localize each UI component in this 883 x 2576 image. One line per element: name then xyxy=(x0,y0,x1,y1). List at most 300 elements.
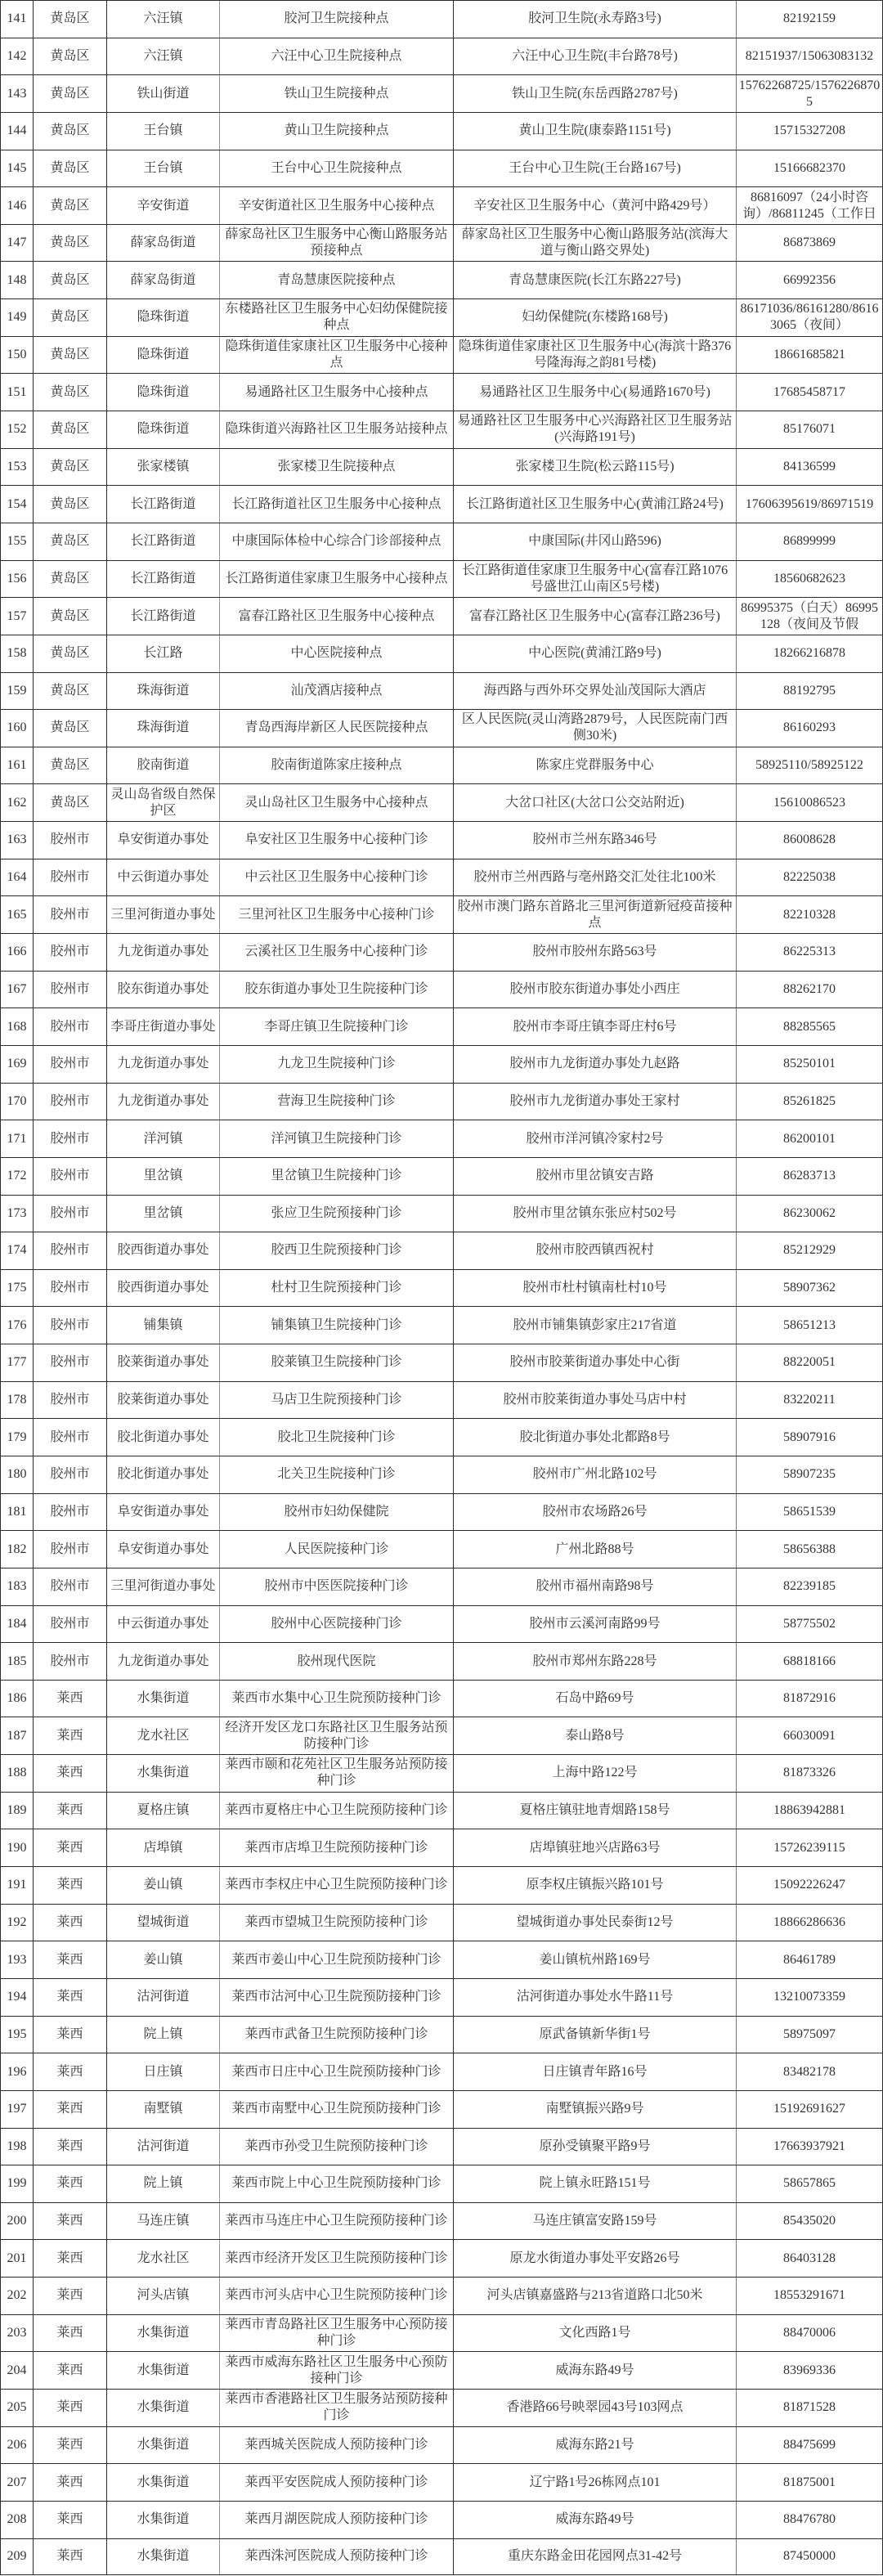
address-text: 店埠镇驻地兴店路63号 xyxy=(529,1840,661,1855)
address-cell xyxy=(454,486,737,523)
district-text: 黄岛区 xyxy=(50,795,90,810)
phone-text: 88262170 xyxy=(783,981,836,996)
town-text: 水集街道 xyxy=(137,1766,190,1780)
district-text: 黄岛区 xyxy=(50,86,90,101)
row-number-text: 192 xyxy=(7,1914,27,1929)
phone-cell xyxy=(737,1307,883,1344)
district-text: 胶州市 xyxy=(50,1355,90,1370)
vaccination-site-text: 胶州现代医院 xyxy=(297,1654,376,1668)
phone-cell xyxy=(737,1344,883,1381)
table-row xyxy=(0,709,883,747)
town-cell xyxy=(107,2017,220,2053)
vaccination-site-text: 莱西市姜山中心卫生院预防接种门诊 xyxy=(231,1952,441,1967)
phone-text: 85261825 xyxy=(783,1093,836,1108)
town-cell xyxy=(107,1905,220,1941)
address-cell xyxy=(454,598,737,635)
phone-text: 85212929 xyxy=(783,1243,836,1258)
phone-cell xyxy=(737,1905,883,1941)
row-number-text: 152 xyxy=(7,422,27,437)
phone-text: 83969336 xyxy=(783,2363,836,2377)
address-text: 辽宁路1号26栋网点101 xyxy=(529,2475,661,2489)
address-text: 威海东路49号 xyxy=(555,2363,634,2377)
district-cell xyxy=(34,1158,107,1195)
district-cell xyxy=(34,598,107,635)
town-text: 三里河街道办事处 xyxy=(110,1579,216,1594)
phone-cell xyxy=(737,673,883,710)
table-row xyxy=(0,1008,883,1045)
table-row xyxy=(0,1680,883,1717)
town-cell xyxy=(107,2390,220,2426)
table-row xyxy=(0,2501,883,2538)
phone-text: 18866286636 xyxy=(773,1914,845,1929)
address-text: 胶州市胶州东路563号 xyxy=(532,945,657,959)
row-number-cell xyxy=(0,2240,34,2277)
vaccination-site-cell xyxy=(220,411,454,448)
town-cell xyxy=(107,1829,220,1866)
vaccination-site-text: 中心医院接种点 xyxy=(290,646,383,661)
address-cell xyxy=(454,1941,737,1978)
row-number-cell xyxy=(0,2464,34,2501)
phone-text: 18560682623 xyxy=(773,571,845,586)
vaccination-site-cell xyxy=(220,1979,454,2016)
address-text: 铁山卫生院(东岳西路2787号) xyxy=(512,86,678,101)
phone-cell xyxy=(737,1979,883,2016)
table-row xyxy=(0,1120,883,1157)
district-text: 黄岛区 xyxy=(50,758,90,773)
row-number-text: 141 xyxy=(7,11,27,26)
town-cell xyxy=(107,1606,220,1643)
phone-cell xyxy=(737,2315,883,2352)
row-number-text: 171 xyxy=(7,1131,27,1146)
address-cell xyxy=(454,113,737,150)
address-cell xyxy=(454,673,737,710)
table-row xyxy=(0,2277,883,2314)
address-text: 胶州市铺集镇彭家庄217省道 xyxy=(513,1317,677,1332)
table-row xyxy=(0,895,883,933)
district-text: 黄岛区 xyxy=(50,496,90,511)
district-cell xyxy=(34,859,107,896)
town-cell xyxy=(107,2352,220,2389)
address-cell xyxy=(454,1046,737,1083)
row-number-text: 186 xyxy=(7,1691,27,1706)
phone-cell xyxy=(737,299,883,336)
address-cell xyxy=(454,2352,737,2389)
row-number-cell xyxy=(0,673,34,710)
row-number-cell xyxy=(0,2502,34,2538)
address-cell xyxy=(454,1008,737,1045)
district-cell xyxy=(34,1531,107,1568)
phone-cell xyxy=(737,2464,883,2501)
table-row xyxy=(0,1418,883,1456)
town-cell xyxy=(107,2129,220,2165)
address-cell xyxy=(454,2017,737,2053)
district-text: 胶州市 xyxy=(50,1281,90,1295)
town-text: 长江路 xyxy=(143,646,183,661)
district-text: 莱西 xyxy=(56,1878,83,1892)
address-text: 易通路社区卫生服务中心兴海路社区卫生服务站(兴海路191号) xyxy=(457,414,733,445)
vaccination-site-text: 莱西市店埠卫生院预防接种门诊 xyxy=(244,1840,428,1855)
address-cell xyxy=(454,150,737,187)
town-text: 沽河街道 xyxy=(137,1990,190,2004)
district-text: 黄岛区 xyxy=(50,236,90,250)
address-text: 张家楼卫生院(松云路115号) xyxy=(515,460,675,473)
phone-text: 81875001 xyxy=(783,2475,836,2489)
town-text: 铁山街道 xyxy=(137,86,190,101)
table-row xyxy=(0,298,883,336)
town-cell xyxy=(107,187,220,224)
town-text: 隐珠街道 xyxy=(137,310,190,325)
row-number-cell xyxy=(0,486,34,523)
district-cell xyxy=(34,972,107,1008)
table-row xyxy=(0,1568,883,1605)
address-cell xyxy=(454,1419,737,1456)
vaccination-site-cell xyxy=(220,38,454,75)
address-cell xyxy=(454,1344,737,1381)
phone-text: 17685458717 xyxy=(773,384,845,399)
phone-cell xyxy=(737,38,883,75)
town-text: 阜安街道办事处 xyxy=(117,1542,209,1556)
row-number-text: 202 xyxy=(7,2288,27,2303)
address-cell xyxy=(454,38,737,75)
address-text: 院上镇永旺路151号 xyxy=(539,2176,651,2191)
vaccination-site-cell xyxy=(220,1419,454,1456)
address-text: 重庆东路金田花园网点31-42号 xyxy=(507,2549,683,2564)
phone-text: 87450000 xyxy=(783,2549,836,2564)
table-row xyxy=(0,2314,883,2352)
vaccination-site-cell xyxy=(220,187,454,224)
phone-text: 58925110/58925122 xyxy=(755,758,863,773)
address-text: 沽河街道办事处水牛路11号 xyxy=(516,1990,674,2004)
vaccination-site-cell xyxy=(220,449,454,486)
phone-text: 13210073359 xyxy=(773,1990,845,2004)
district-cell xyxy=(34,2053,107,2090)
row-number-cell xyxy=(0,1084,34,1120)
table-row xyxy=(0,224,883,262)
town-cell xyxy=(107,710,220,747)
table-row xyxy=(0,672,883,710)
town-text: 里岔镇 xyxy=(143,1169,183,1183)
district-text: 莱西 xyxy=(56,2512,83,2527)
phone-cell xyxy=(737,262,883,298)
district-cell xyxy=(34,784,107,821)
table-row xyxy=(0,971,883,1008)
address-cell xyxy=(454,2053,737,2090)
row-number-cell xyxy=(0,1158,34,1195)
table-row xyxy=(0,1493,883,1531)
district-cell xyxy=(34,1494,107,1531)
phone-cell xyxy=(737,2427,883,2464)
district-cell xyxy=(34,2315,107,2352)
town-text: 胶莱街道办事处 xyxy=(117,1355,209,1370)
row-number-cell xyxy=(0,972,34,1008)
vaccination-site-cell xyxy=(220,2278,454,2314)
table-row xyxy=(0,1978,883,2016)
district-cell xyxy=(34,1,107,38)
address-text: 胶州市郑州东路228号 xyxy=(532,1654,657,1668)
row-number-text: 154 xyxy=(7,496,27,511)
phone-cell xyxy=(737,2390,883,2426)
address-text: 中心医院(黄浦江路9号) xyxy=(528,646,661,661)
town-text: 胶西街道办事处 xyxy=(117,1281,209,1295)
phone-cell xyxy=(737,896,883,933)
vaccination-site-text: 三里河社区卫生服务中心接种门诊 xyxy=(238,907,435,922)
row-number-cell xyxy=(0,2091,34,2128)
phone-cell xyxy=(737,1643,883,1680)
town-cell xyxy=(107,1681,220,1717)
table-row xyxy=(0,1866,883,1904)
vaccination-site-text: 汕茂酒店接种点 xyxy=(290,683,383,698)
phone-cell xyxy=(737,822,883,859)
district-text: 莱西 xyxy=(56,2475,83,2489)
district-text: 胶州市 xyxy=(50,981,90,996)
row-number-text: 165 xyxy=(7,907,27,922)
vaccination-site-cell xyxy=(220,1196,454,1232)
row-number-cell xyxy=(0,1755,34,1792)
row-number-cell xyxy=(0,1232,34,1269)
address-cell xyxy=(454,411,737,448)
district-text: 莱西 xyxy=(56,2026,83,2041)
row-number-text: 187 xyxy=(7,1728,27,1743)
vaccination-site-text: 莱西月湖医院成人预防接种门诊 xyxy=(244,2512,428,2527)
vaccination-site-cell xyxy=(220,1829,454,1866)
district-text: 胶州市 xyxy=(50,1654,90,1668)
row-number-cell xyxy=(0,113,34,150)
town-cell xyxy=(107,75,220,112)
row-number-text: 159 xyxy=(7,683,27,698)
address-cell xyxy=(454,859,737,896)
vaccination-site-text: 马店卫生院预接种门诊 xyxy=(271,1393,402,1407)
row-number-text: 172 xyxy=(7,1169,27,1183)
address-text: 胶州市澳门路东首路北三里河街道新冠疫苗接种点 xyxy=(457,899,733,930)
town-text: 水集街道 xyxy=(137,2400,190,2415)
row-number-cell xyxy=(0,1531,34,1568)
phone-cell xyxy=(737,2203,883,2240)
district-text: 黄岛区 xyxy=(50,608,90,623)
vaccination-site-cell xyxy=(220,1905,454,1941)
vaccination-site-text: 莱西市南墅中心卫生院预防接种门诊 xyxy=(231,2102,441,2116)
district-text: 黄岛区 xyxy=(50,272,90,287)
row-number-text: 169 xyxy=(7,1057,27,1071)
vaccination-site-cell xyxy=(220,1494,454,1531)
town-cell xyxy=(107,2427,220,2464)
town-cell xyxy=(107,972,220,1008)
phone-cell xyxy=(737,635,883,672)
town-text: 胶北街道办事处 xyxy=(117,1429,209,1444)
phone-text: 15762268725/15762268705 xyxy=(738,78,881,109)
town-cell xyxy=(107,1456,220,1493)
vaccination-site-cell xyxy=(220,1270,454,1307)
address-text: 胶州市胶莱街道办事处马店中村 xyxy=(503,1393,687,1407)
table-row xyxy=(0,523,883,560)
vaccination-site-cell xyxy=(220,262,454,298)
address-text: 薛家岛社区卫生服务中心衡山路服务站(滨海大道与衡山路交界处) xyxy=(461,227,728,258)
vaccination-site-text: 胶东街道办事处卫生院接种门诊 xyxy=(244,981,428,996)
town-cell xyxy=(107,2539,220,2575)
district-cell xyxy=(34,1755,107,1792)
address-cell xyxy=(454,1196,737,1232)
row-number-text: 168 xyxy=(7,1019,27,1034)
district-cell xyxy=(34,1793,107,1829)
address-text: 胶州市李哥庄镇李哥庄村6号 xyxy=(513,1019,677,1034)
town-text: 张家楼镇 xyxy=(137,460,190,473)
town-text: 姜山镇 xyxy=(143,1952,183,1967)
vaccination-site-text: 洋河镇卫生院接种门诊 xyxy=(271,1131,402,1146)
district-text: 胶州市 xyxy=(50,1131,90,1146)
town-cell xyxy=(107,2053,220,2090)
town-text: 院上镇 xyxy=(143,2026,183,2041)
address-text: 石岛中路69号 xyxy=(555,1691,634,1706)
phone-cell xyxy=(737,2502,883,2538)
town-text: 龙水社区 xyxy=(137,1728,190,1743)
row-number-text: 189 xyxy=(7,1803,27,1818)
row-number-cell xyxy=(0,2539,34,2575)
address-cell xyxy=(454,1755,737,1792)
district-cell xyxy=(34,2390,107,2426)
phone-text: 83220211 xyxy=(783,1393,836,1407)
row-number-text: 197 xyxy=(7,2102,27,2116)
district-cell xyxy=(34,113,107,150)
district-cell xyxy=(34,2464,107,2501)
town-cell xyxy=(107,2203,220,2240)
table-row xyxy=(0,2463,883,2501)
vaccination-site-text: 北关卫生院接种门诊 xyxy=(277,1467,396,1482)
phone-cell xyxy=(737,972,883,1008)
vaccination-site-text: 铁山卫生院接种点 xyxy=(284,86,389,101)
vaccination-site-text: 胶北卫生院接种门诊 xyxy=(277,1429,396,1444)
vaccination-site-cell xyxy=(220,1008,454,1045)
vaccination-site-cell xyxy=(220,635,454,672)
district-cell xyxy=(34,1456,107,1493)
table-row xyxy=(0,2016,883,2053)
district-cell xyxy=(34,2165,107,2202)
row-number-text: 155 xyxy=(7,534,27,549)
table-row xyxy=(0,1456,883,1493)
row-number-text: 143 xyxy=(7,86,27,101)
vaccination-site-text: 莱西市河头店中心卫生院预防接种门诊 xyxy=(225,2288,448,2303)
vaccination-site-cell xyxy=(220,934,454,971)
phone-text: 86461789 xyxy=(783,1952,836,1967)
phone-cell xyxy=(737,2240,883,2277)
district-cell xyxy=(34,2539,107,2575)
phone-text: 88470006 xyxy=(783,2326,836,2340)
row-number-cell xyxy=(0,1494,34,1531)
town-cell xyxy=(107,2240,220,2277)
address-text: 陈家庄党群服务中心 xyxy=(536,758,654,773)
address-text: 河头店镇嘉盛路与213省道路口北50米 xyxy=(486,2288,703,2303)
district-text: 莱西 xyxy=(56,2549,83,2564)
row-number-cell xyxy=(0,1,34,38)
town-text: 水集街道 xyxy=(137,2512,190,2527)
town-text: 中云街道办事处 xyxy=(117,870,209,885)
address-cell xyxy=(454,747,737,784)
district-cell xyxy=(34,934,107,971)
table-row xyxy=(0,821,883,859)
town-text: 九龙街道办事处 xyxy=(117,945,209,959)
row-number-cell xyxy=(0,1307,34,1344)
town-cell xyxy=(107,1196,220,1232)
district-text: 胶州市 xyxy=(50,1393,90,1407)
district-cell xyxy=(34,561,107,598)
phone-text: 58907362 xyxy=(783,1281,836,1295)
phone-text: 58651539 xyxy=(783,1504,836,1519)
district-text: 黄岛区 xyxy=(50,534,90,549)
address-text: 王台中心卫生院(王台路167号) xyxy=(509,160,681,175)
vaccination-site-text: 长江路街道佳家康卫生服务中心接种点 xyxy=(225,571,448,586)
town-text: 南墅镇 xyxy=(143,2102,183,2116)
table-row xyxy=(0,933,883,971)
row-number-cell xyxy=(0,1979,34,2016)
vaccination-site-cell xyxy=(220,1867,454,1904)
table-row xyxy=(0,747,883,784)
address-cell xyxy=(454,1120,737,1157)
phone-text: 82225038 xyxy=(783,870,836,885)
phone-text: 15092226247 xyxy=(773,1878,845,1892)
row-number-text: 162 xyxy=(7,795,27,810)
town-cell xyxy=(107,1270,220,1307)
phone-cell xyxy=(737,523,883,560)
district-text: 胶州市 xyxy=(50,1093,90,1108)
phone-text: 58657865 xyxy=(783,2176,836,2191)
table-row xyxy=(0,485,883,523)
town-cell xyxy=(107,225,220,262)
address-text: 中康国际(井冈山路596) xyxy=(528,534,661,549)
row-number-text: 151 xyxy=(7,384,27,399)
vaccination-site-text: 胶州市妇幼保健院 xyxy=(284,1504,389,1519)
row-number-text: 145 xyxy=(7,160,27,175)
town-cell xyxy=(107,523,220,560)
row-number-text: 170 xyxy=(7,1093,27,1108)
town-text: 长江路街道 xyxy=(130,534,196,549)
vaccination-site-cell xyxy=(220,2390,454,2426)
district-cell xyxy=(34,75,107,112)
town-cell xyxy=(107,1120,220,1157)
town-text: 胶莱街道办事处 xyxy=(117,1393,209,1407)
district-cell xyxy=(34,337,107,374)
table-row xyxy=(0,1083,883,1120)
row-number-cell xyxy=(0,1008,34,1045)
address-text: 姜山镇杭州路169号 xyxy=(539,1952,651,1967)
row-number-cell xyxy=(0,523,34,560)
vaccination-site-text: 莱西市水集中心卫生院预防接种门诊 xyxy=(231,1691,441,1706)
district-text: 莱西 xyxy=(56,2251,83,2265)
address-text: 上海中路122号 xyxy=(552,1766,638,1780)
town-cell xyxy=(107,1643,220,1680)
row-number-text: 177 xyxy=(7,1355,27,1370)
address-cell xyxy=(454,1,737,38)
address-text: 香港路66号映翠园43号103网点 xyxy=(506,2400,684,2415)
district-cell xyxy=(34,225,107,262)
row-number-text: 153 xyxy=(7,460,27,473)
address-cell xyxy=(454,1382,737,1419)
vaccination-site-cell xyxy=(220,486,454,523)
table-row xyxy=(0,1045,883,1083)
vaccination-site-text: 莱西市经济开发区卫生院预防接种门诊 xyxy=(225,2251,448,2265)
table-row xyxy=(0,2239,883,2277)
vaccination-site-cell xyxy=(220,1643,454,1680)
row-number-cell xyxy=(0,2165,34,2202)
district-cell xyxy=(34,635,107,672)
vaccination-site-cell xyxy=(220,1232,454,1269)
vaccination-site-cell xyxy=(220,1606,454,1643)
phone-text: 58775502 xyxy=(783,1616,836,1631)
town-text: 铺集镇 xyxy=(143,1317,183,1332)
address-cell xyxy=(454,262,737,298)
phone-text: 15726239115 xyxy=(773,1840,845,1855)
town-text: 胶南街道 xyxy=(137,758,190,773)
vaccination-site-text: 青岛慧康医院接种点 xyxy=(277,272,396,287)
town-text: 水集街道 xyxy=(137,1691,190,1706)
vaccination-site-cell xyxy=(220,150,454,187)
